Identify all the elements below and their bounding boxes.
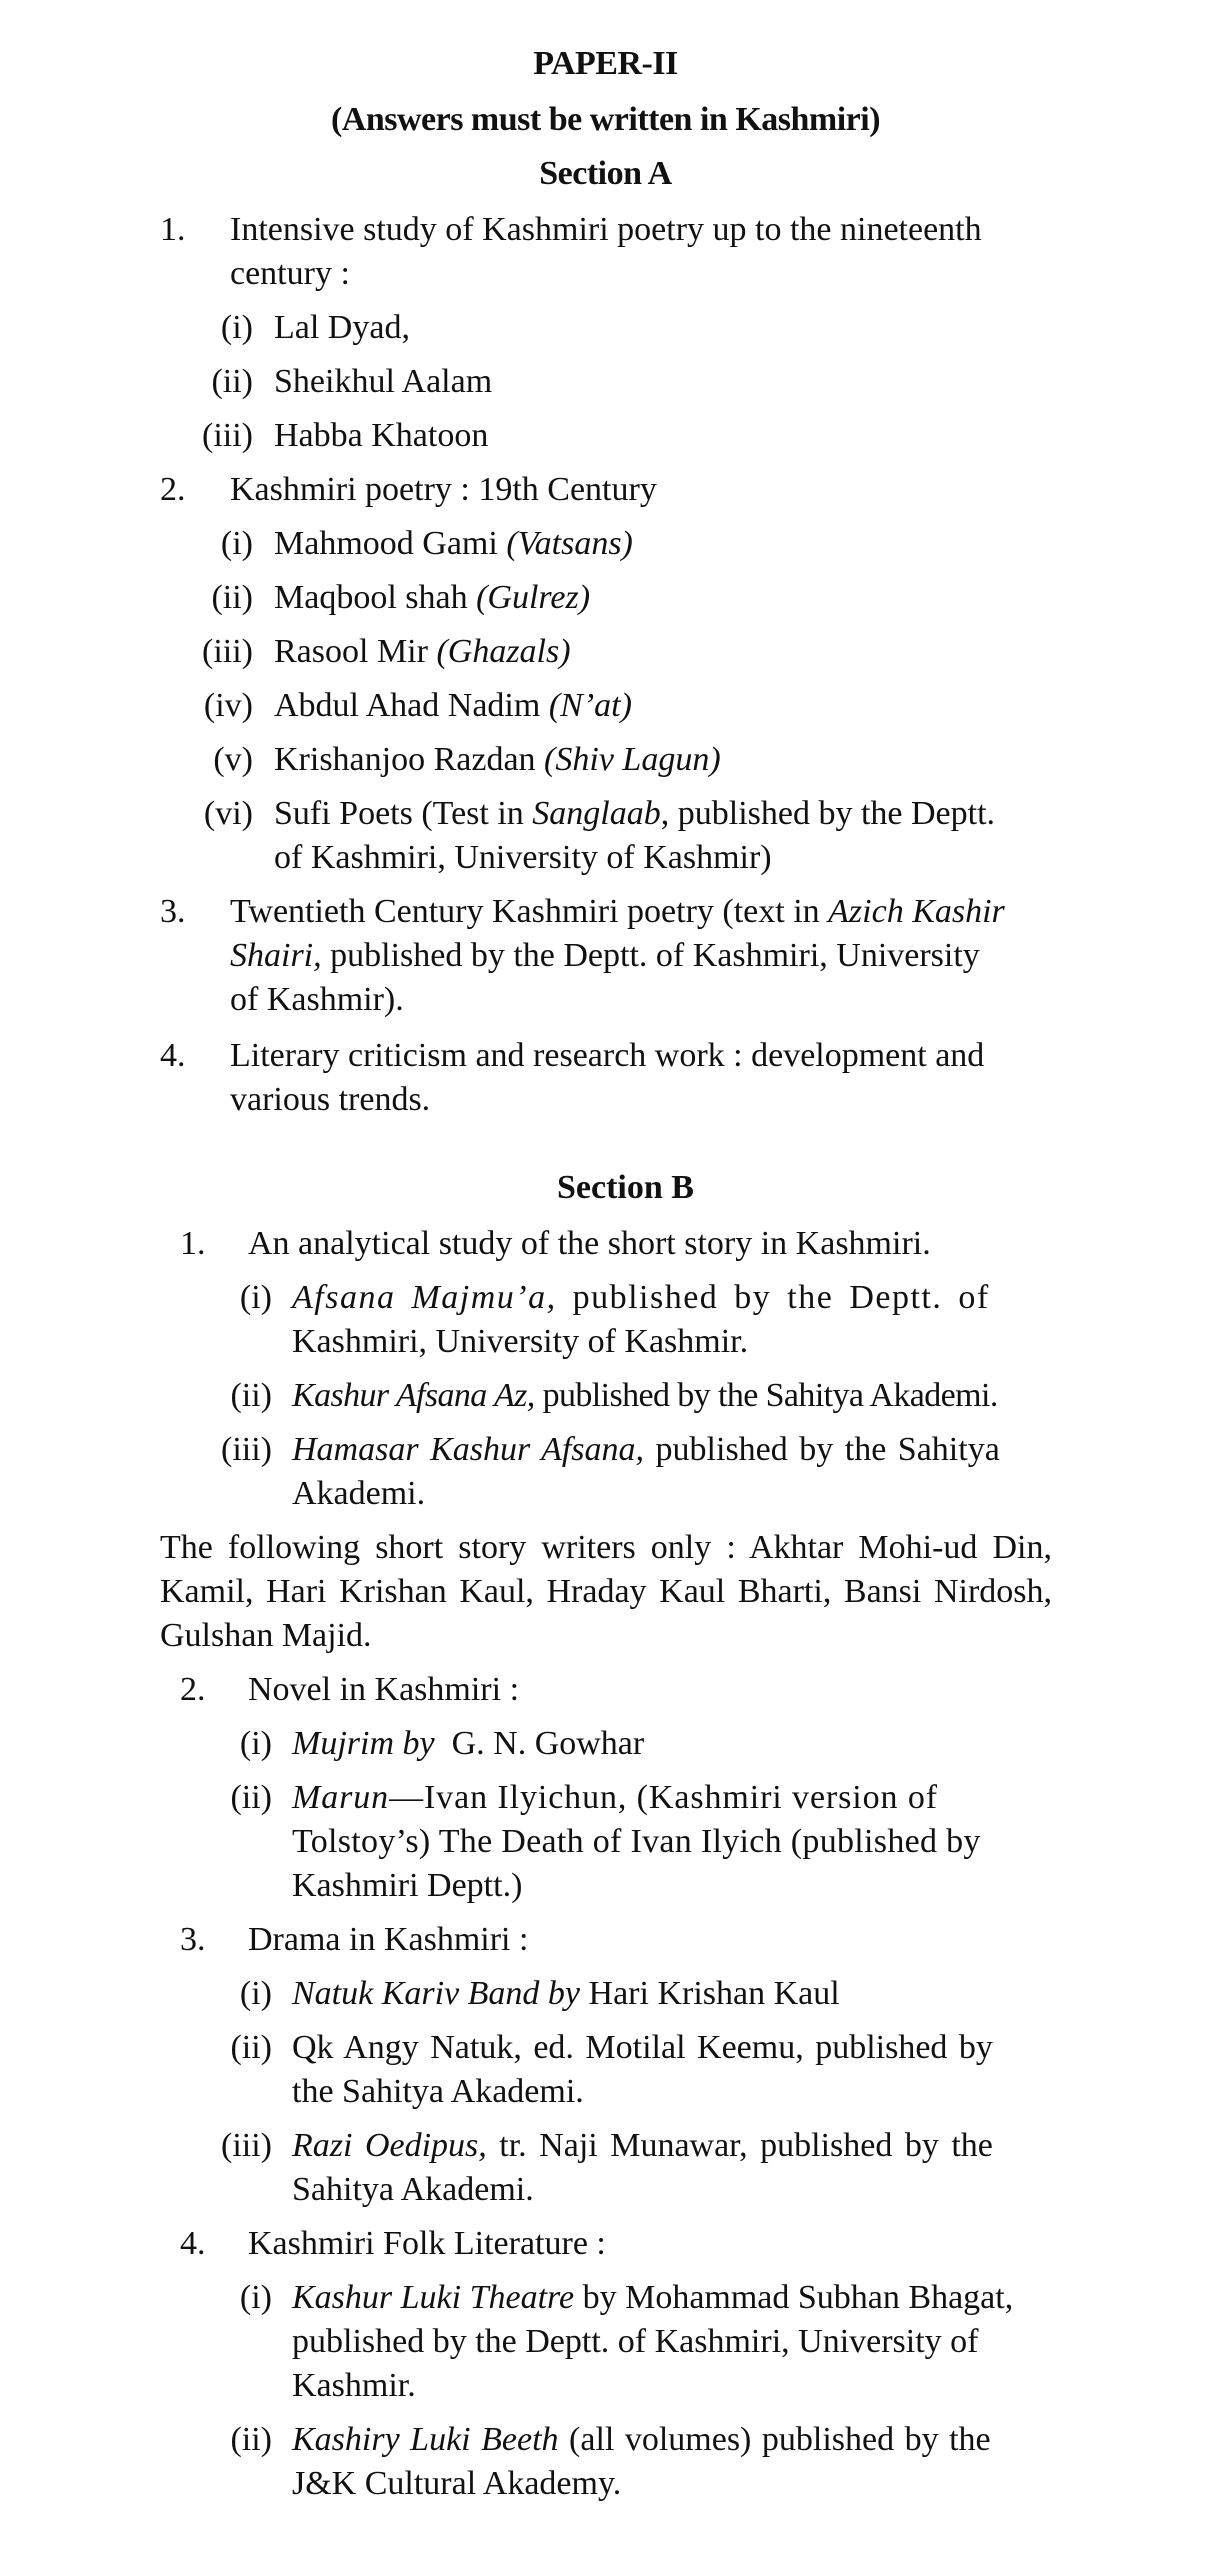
sub-item-text: Kashur Afsana Az, published by the Sahitya Akademi.	[292, 1377, 998, 1414]
item-number: 1.	[180, 1225, 206, 1262]
sub-item-text: Afsana Majmu’a, published by the Deptt. of	[292, 1279, 990, 1316]
sub-item-number: (ii)	[211, 363, 253, 400]
sub-item-text: Razi Oedipus, tr. Naji Munawar, published by the	[292, 2127, 993, 2164]
sub-item-text: Qk Angy Natuk, ed. Motilal Keemu, published by	[292, 2029, 993, 2066]
sub-item-text: Hamasar Kashur Afsana, published by the Sahitya	[292, 1431, 1000, 1468]
item-text: Shairi, published by the Deptt. of Kashmiri, University	[230, 937, 980, 974]
sub-item-number: (i)	[239, 2279, 272, 2316]
sub-item-text: Lal Dyad,	[274, 309, 410, 346]
sub-item-text: J&K Cultural Akademy.	[292, 2465, 622, 2502]
sub-item-text: Mahmood Gami (Vatsans)	[274, 525, 633, 562]
item-text: Kashmiri poetry : 19th Century	[230, 471, 657, 508]
item-text: Twentieth Century Kashmiri poetry (text in Azich Kashir	[230, 893, 1005, 930]
item-text: Drama in Kashmiri :	[248, 1921, 529, 1958]
sub-item-number: (i)	[239, 1279, 272, 1316]
sub-item-number: (iii)	[221, 1431, 272, 1468]
item-text: Intensive study of Kashmiri poetry up to the nineteenth	[230, 211, 982, 248]
sub-item-text: Kashmir.	[292, 2367, 416, 2404]
section-b-heading: Section B	[557, 1169, 694, 1206]
sub-item-text: published by the Deptt. of Kashmiri, University of	[292, 2323, 979, 2360]
sub-item-text: Natuk Kariv Band by Hari Krishan Kaul	[292, 1975, 840, 2012]
sub-item-number: (ii)	[230, 1779, 272, 1816]
sub-item-text: Krishanjoo Razdan (Shiv Lagun)	[274, 741, 721, 778]
sub-item-text: Habba Khatoon	[274, 417, 489, 454]
item-number: 4.	[160, 1037, 186, 1074]
sub-item-text: Maqbool shah (Gulrez)	[274, 579, 591, 616]
item-number: 1.	[160, 211, 186, 248]
sub-item-text: Kashmiri, University of Kashmir.	[292, 1323, 749, 1360]
sub-item-number: (i)	[220, 309, 253, 346]
sub-item-number: (iv)	[203, 687, 253, 724]
sub-item-number: (ii)	[230, 2421, 272, 2458]
sub-item-number: (ii)	[230, 1377, 272, 1414]
item-number: 3.	[180, 1921, 206, 1958]
item-text: of Kashmir).	[230, 981, 404, 1018]
sub-item-text: Akademi.	[292, 1475, 426, 1512]
item-number: 4.	[180, 2225, 206, 2262]
sub-item-number: (ii)	[211, 579, 253, 616]
sub-item-number: (i)	[239, 1725, 272, 1762]
item-number: 2.	[180, 1671, 206, 1708]
sub-item-number: (ii)	[230, 2029, 272, 2066]
sub-item-text: Rasool Mir (Ghazals)	[274, 633, 571, 670]
sub-item-text: Tolstoy’s) The Death of Ivan Ilyich (published by	[292, 1823, 981, 1860]
sub-item-text: Marun—Ivan Ilyichun, (Kashmiri version of	[292, 1779, 938, 1816]
item-text: various trends.	[230, 1081, 431, 1118]
item-text: century :	[230, 255, 350, 292]
paper-title: PAPER-II	[533, 45, 678, 82]
sub-item-text: of Kashmiri, University of Kashmir)	[274, 839, 772, 876]
sub-item-number: (i)	[239, 1975, 272, 2012]
language-note: (Answers must be written in Kashmiri)	[330, 101, 881, 138]
sub-item-text: Sufi Poets (Test in Sanglaab, published by the Deptt.	[274, 795, 996, 832]
item-text: An analytical study of the short story in Kashmiri.	[248, 1225, 931, 1262]
sub-item-number: (iii)	[202, 633, 253, 670]
item-text: Novel in Kashmiri :	[248, 1671, 520, 1708]
sub-item-text: Kashmiri Deptt.)	[292, 1867, 523, 1904]
writers-paragraph: The following short story writers only : Akhtar Mohi-ud Din, Kamil, Hari Krishan Kaul, Hraday Kaul Bharti, Bansi Nirdosh, Gulshan Majid.	[160, 1529, 1052, 1654]
section-a-heading: Section A	[539, 155, 672, 192]
sub-item-text: Sahitya Akademi.	[292, 2171, 534, 2208]
sub-item-text: Sheikhul Aalam	[274, 363, 493, 400]
sub-item-number: (iii)	[202, 417, 253, 454]
sub-item-text: Abdul Ahad Nadim (N’at)	[274, 687, 632, 724]
item-number: 3.	[160, 893, 186, 930]
sub-item-text: the Sahitya Akademi.	[292, 2073, 584, 2110]
sub-item-text: Kashur Luki Theatre by Mohammad Subhan Bhagat,	[292, 2279, 1014, 2316]
sub-item-number: (i)	[220, 525, 253, 562]
sub-item-text: Kashiry Luki Beeth (all volumes) published by the	[292, 2421, 991, 2458]
sub-item-number: (iii)	[221, 2127, 272, 2164]
sub-item-number: (vi)	[203, 795, 253, 832]
item-text: Literary criticism and research work : development and	[230, 1037, 985, 1074]
item-text: Kashmiri Folk Literature :	[248, 2225, 606, 2262]
sub-item-text: Mujrim by G. N. Gowhar	[292, 1725, 645, 1762]
sub-item-number: (v)	[213, 741, 253, 778]
item-number: 2.	[160, 471, 186, 508]
